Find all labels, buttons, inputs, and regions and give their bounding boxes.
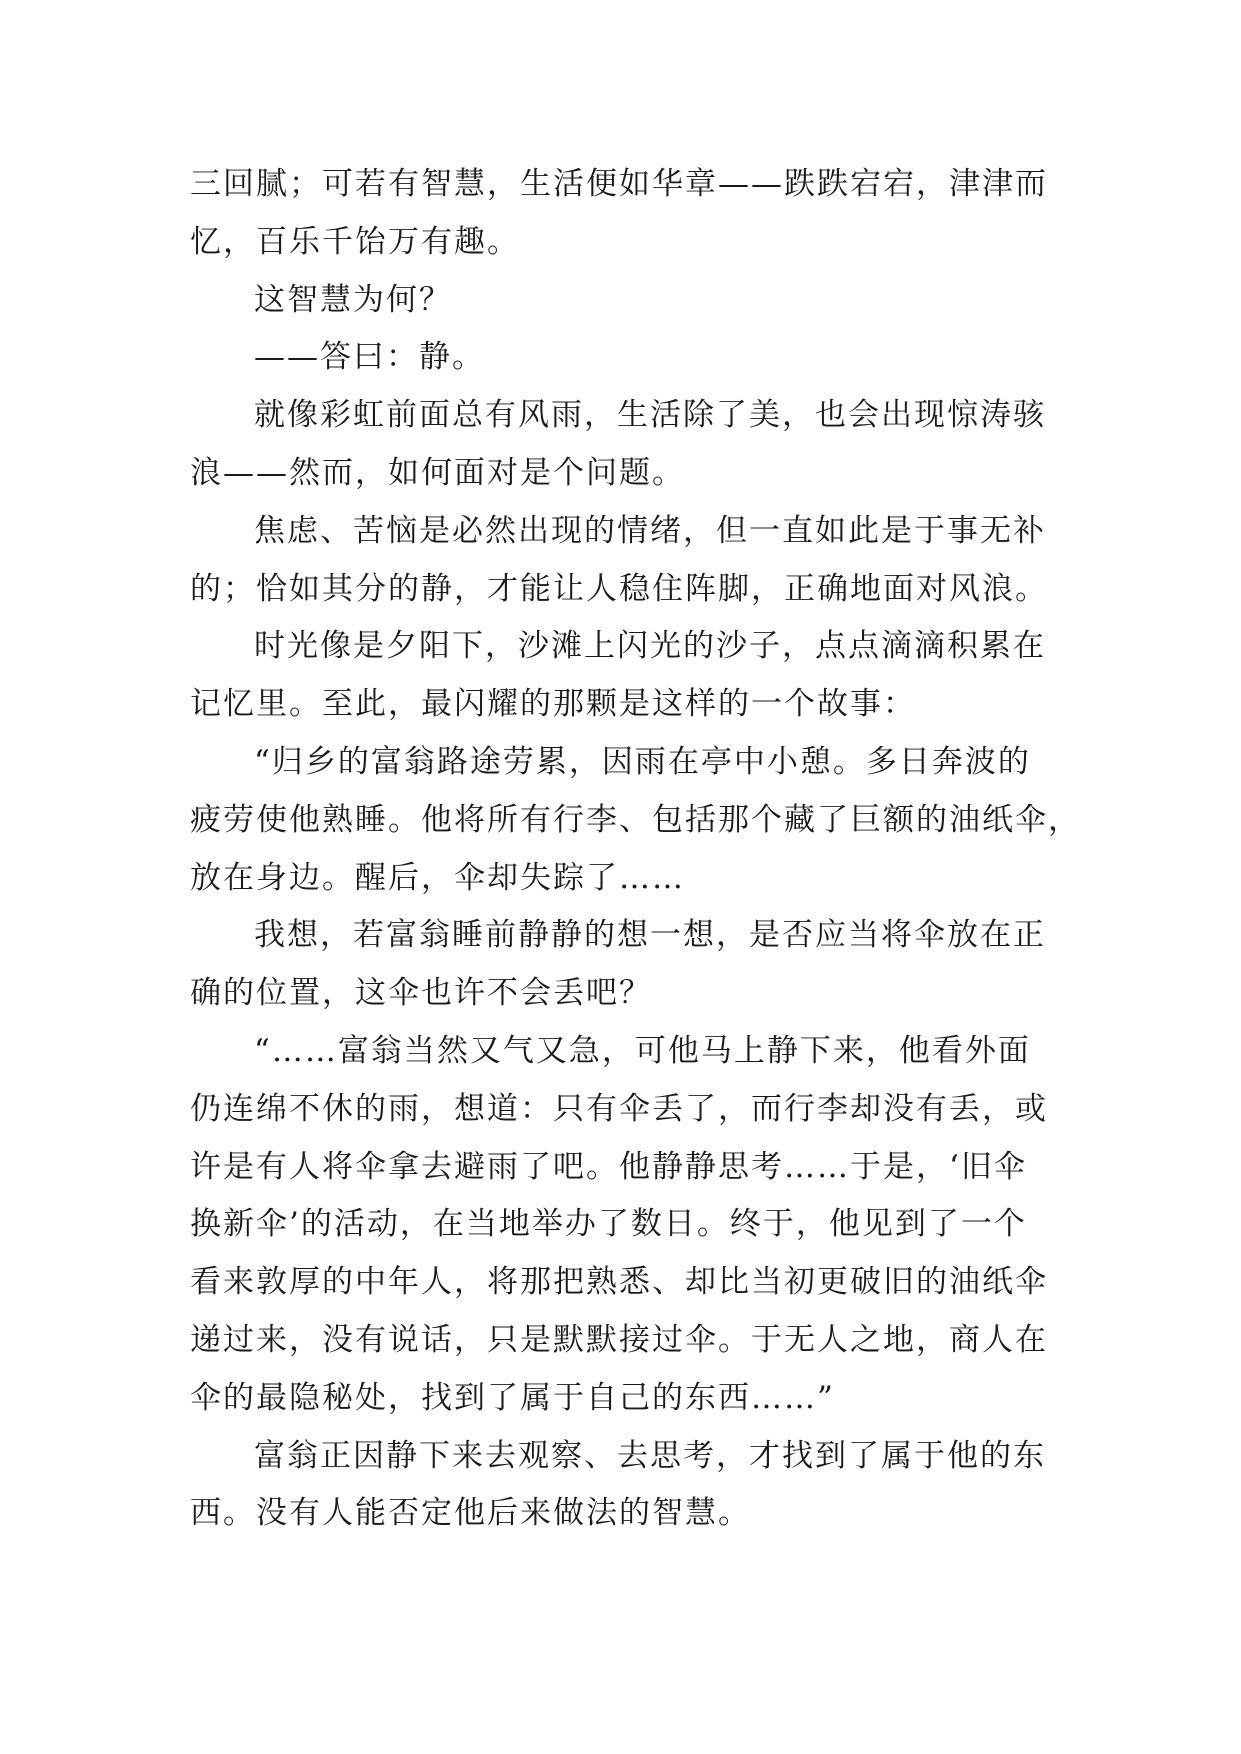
text-line: 伞的最隐秘处，找到了属于自己的东西……” [190, 1379, 835, 1416]
text-line: 递过来，没有说话，只是默默接过伞。于无人之地，商人在 [190, 1321, 1048, 1358]
text-line: 记忆里。至此，最闪耀的那颗是这样的一个故事： [190, 686, 916, 723]
text-line: 忆，百乐千饴万有趣。 [190, 223, 520, 260]
text-line: 焦虑、苦恼是必然出现的情绪，但一直如此是于事无补 [254, 512, 1046, 549]
paragraph [190, 907, 1070, 1023]
text-line: 就像彩虹前面总有风雨，生活除了美，也会出现惊涛骇 [254, 397, 1046, 434]
text-line: 看来敦厚的中年人，将那把熟悉、却比当初更破旧的油纸伞 [190, 1264, 1048, 1301]
text-line: 放在身边。醒后，伞却失踪了…… [190, 859, 685, 896]
paragraph [190, 156, 1070, 272]
paragraph [190, 272, 1070, 330]
text-line: 时光像是夕阳下，沙滩上闪光的沙子，点点滴滴积累在 [254, 628, 1046, 665]
text-line: 仍连绵不休的雨，想道：只有伞丢了，而行李却没有丢，或 [190, 1090, 1048, 1127]
text-line: ——答曰：静。 [254, 339, 485, 376]
text-line: 确的位置，这伞也许不会丢吧？ [190, 975, 652, 1012]
paragraph [190, 329, 1070, 387]
text-line: 疲劳使他熟睡。他将所有行李、包括那个藏了巨额的油纸伞， [190, 801, 1081, 838]
paragraph [190, 503, 1070, 619]
paragraph [190, 734, 1081, 907]
text-line: 这智慧为何？ [254, 281, 452, 318]
text-line: 换新伞’的活动，在当地举办了数日。终于，他见到了一个 [190, 1206, 1027, 1243]
paragraph [190, 1428, 1070, 1544]
text-line: 我想，若富翁睡前静静的想一想，是否应当将伞放在正 [254, 917, 1046, 954]
paragraph [190, 387, 1070, 503]
essay-body [190, 156, 1081, 1543]
text-line: 三回腻；可若有智慧，生活便如华章——跌跌宕宕，津津而 [190, 166, 1048, 202]
text-line: 许是有人将伞拿去避雨了吧。他静静思考……于是，‘旧伞 [190, 1148, 1027, 1185]
paragraph [190, 1023, 1070, 1428]
paragraph [190, 618, 1070, 734]
text-line: “归乡的富翁路途劳累，因雨在亭中小憩。多日奔波的 [254, 743, 1031, 780]
text-line: “……富翁当然又气又急，可他马上静下来，他看外面 [254, 1032, 1031, 1069]
text-line: 富翁正因静下来去观察、去思考，才找到了属于他的东 [254, 1437, 1046, 1474]
text-line: 西。没有人能否定他后来做法的智慧。 [190, 1495, 751, 1532]
text-line: 的；恰如其分的静，才能让人稳住阵脚，正确地面对风浪。 [190, 570, 1048, 607]
text-line: 浪——然而，如何面对是个问题。 [190, 454, 685, 491]
